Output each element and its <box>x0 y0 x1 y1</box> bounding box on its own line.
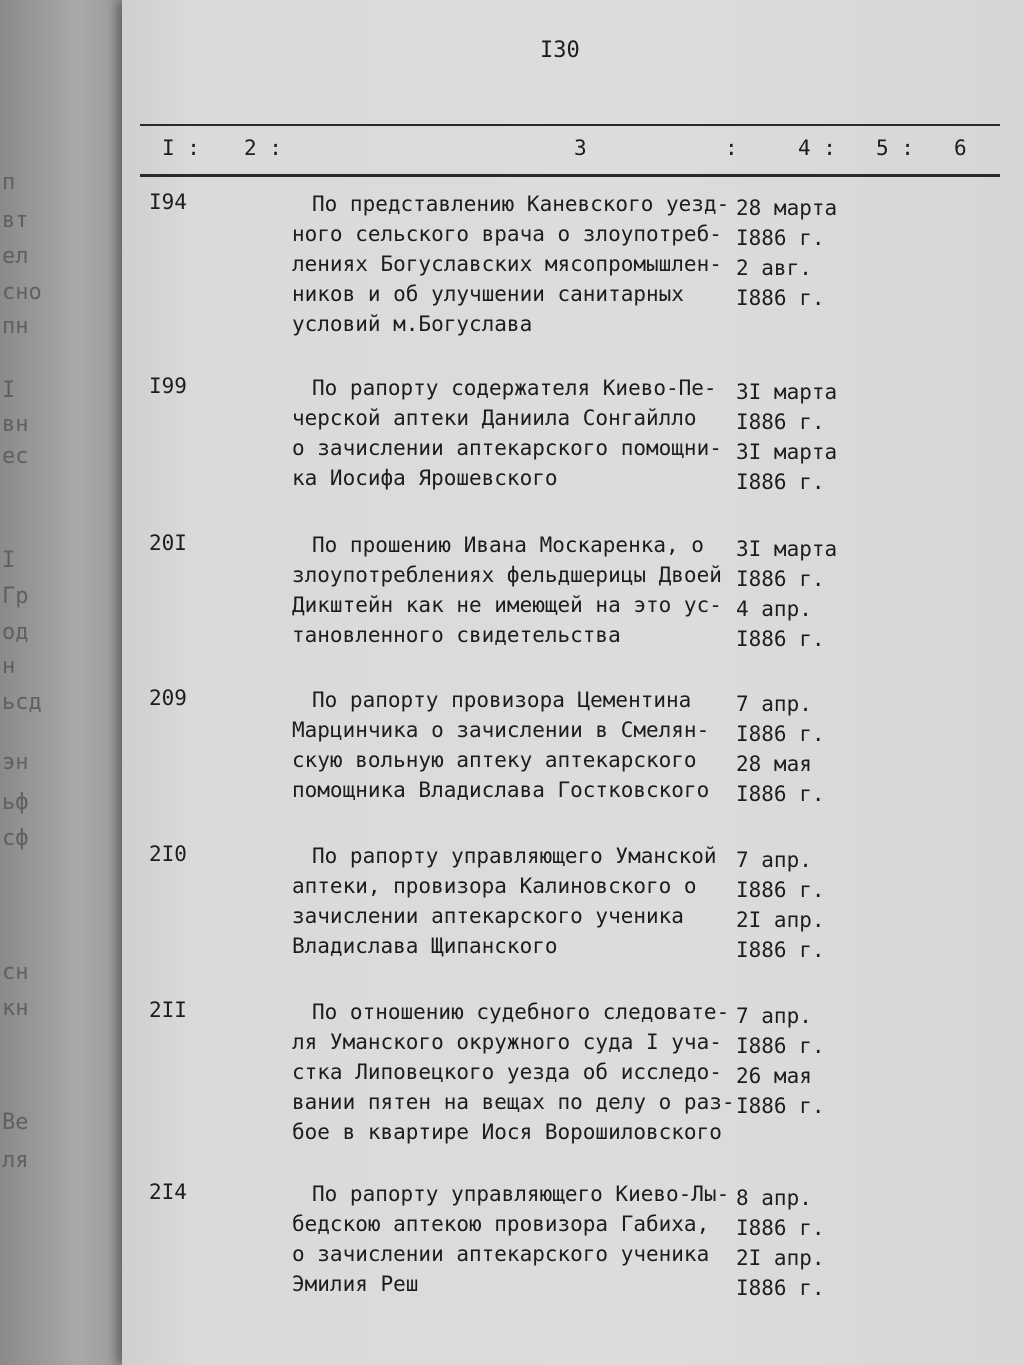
entry-date-line: I886 г. <box>736 567 825 591</box>
entry-date-line: 3I марта <box>736 537 838 561</box>
entry-date-line: 2I апр. <box>736 1246 825 1270</box>
entry-description-line: Марцинчика о зачислении в Смелян- <box>292 718 710 742</box>
bleed-text: вт <box>2 208 29 233</box>
bleed-text: од <box>2 620 29 645</box>
entry-date-line: I886 г. <box>736 1034 825 1058</box>
entry-date-line: 28 мая <box>736 752 812 776</box>
entry-description-line: Эмилия Реш <box>292 1272 419 1296</box>
entry-date-line: 28 марта <box>736 196 838 220</box>
column-header-7: 6 <box>954 136 967 160</box>
column-header-3: 3 <box>574 136 587 160</box>
entry-description-line: зачислении аптекарского ученика <box>292 904 684 928</box>
bleed-text: ля <box>2 1148 29 1173</box>
entry-number: 20I <box>149 531 187 555</box>
entry-date-line: 26 мая <box>736 1064 812 1088</box>
bleed-text: н <box>2 654 16 679</box>
entry-description-line: черской аптеки Даниила Сонгайлло <box>292 406 697 430</box>
entry-description-line: По прошению Ивана Москаренка, о <box>312 533 704 557</box>
entry-date-line: 8 апр. <box>736 1186 812 1210</box>
bleed-text: I <box>2 378 16 403</box>
entry-number: I94 <box>149 190 187 214</box>
bleed-text: I <box>2 548 16 573</box>
bleed-text: Гр <box>2 584 29 609</box>
column-header-4: : <box>725 136 738 160</box>
entry-description-line: По рапорту содержателя Киево-Пе- <box>312 376 717 400</box>
entry-description-line: Дикштейн как не имеющей на это ус- <box>292 593 722 617</box>
entry-number: 2II <box>149 998 187 1022</box>
entry-description-line: По отношению судебного следовате- <box>312 1000 730 1024</box>
entry-date-line: 7 апр. <box>736 692 812 716</box>
entry-date-line: I886 г. <box>736 226 825 250</box>
bleed-text: сф <box>2 826 29 851</box>
entry-number: 209 <box>149 686 187 710</box>
column-header-1: I : <box>162 136 200 160</box>
entry-number: 2I4 <box>149 1180 187 1204</box>
bleed-text: ьсд <box>2 690 42 715</box>
entry-description-line: скую вольную аптеку аптекарского <box>292 748 697 772</box>
column-header-2: 2 : <box>244 136 282 160</box>
entry-description-line: ка Иосифа Ярошевского <box>292 466 558 490</box>
bleed-text: п <box>2 170 16 195</box>
page-number: I30 <box>540 38 580 63</box>
bleed-text: ел <box>2 244 29 269</box>
entry-description-line: о зачислении аптекарского ученика <box>292 1242 710 1266</box>
entry-date-line: 7 апр. <box>736 1004 812 1028</box>
entry-date-line: I886 г. <box>736 1276 825 1300</box>
entry-date-line: 3I марта <box>736 440 838 464</box>
header-rule-top <box>140 124 1000 126</box>
entry-description-line: По рапорту управляющего Киево-Лы- <box>312 1182 730 1206</box>
entry-date-line: 4 апр. <box>736 597 812 621</box>
entry-description-line: вании пятен на вещах по делу о раз- <box>292 1090 735 1114</box>
header-rule-bottom <box>140 174 1000 177</box>
entry-date-line: I886 г. <box>736 722 825 746</box>
entry-date-line: 3I марта <box>736 380 838 404</box>
bleed-text: пн <box>2 314 29 339</box>
bleed-text: Ве <box>2 1110 29 1135</box>
column-header-6: 5 : <box>876 136 914 160</box>
entry-date-line: 2I апр. <box>736 908 825 932</box>
entry-number: I99 <box>149 374 187 398</box>
entry-description-line: стка Липовецкого уезда об исследо- <box>292 1060 722 1084</box>
entry-description-line: тановленного свидетельства <box>292 623 621 647</box>
entry-date-line: I886 г. <box>736 782 825 806</box>
entry-description-line: Владислава Щипанского <box>292 934 558 958</box>
entry-description-line: ля Уманского окружного суда I уча- <box>292 1030 722 1054</box>
entry-description-line: злоупотреблениях фельдшерицы Двоей <box>292 563 722 587</box>
entry-description-line: бое в квартире Иося Ворошиловского <box>292 1120 722 1144</box>
entry-date-line: I886 г. <box>736 1216 825 1240</box>
entry-description-line: условий м.Богуслава <box>292 312 533 336</box>
entry-date-line: I886 г. <box>736 470 825 494</box>
bleed-text: сно <box>2 280 42 305</box>
entry-description-line: аптеки, провизора Калиновского о <box>292 874 697 898</box>
entry-description-line: По представлению Каневского уезд- <box>312 192 730 216</box>
entry-description-line: бедскою аптекою провизора Габиха, <box>292 1212 710 1236</box>
bleed-text: эн <box>2 750 29 775</box>
document-page <box>122 0 1024 1365</box>
entry-description-line: о зачислении аптекарского помощни- <box>292 436 722 460</box>
entry-description-line: лениях Богуславских мясопромышлен- <box>292 252 722 276</box>
entry-date-line: I886 г. <box>736 878 825 902</box>
entry-description-line: По рапорту провизора Цементина <box>312 688 692 712</box>
entry-date-line: 7 апр. <box>736 848 812 872</box>
bleed-text: ес <box>2 444 29 469</box>
entry-description-line: ного сельского врача о злоупотреб- <box>292 222 722 246</box>
bleed-text: сн <box>2 960 29 985</box>
bleed-text: ьф <box>2 790 29 815</box>
entry-date-line: I886 г. <box>736 286 825 310</box>
bleed-text: кн <box>2 996 29 1021</box>
entry-date-line: I886 г. <box>736 1094 825 1118</box>
entry-date-line: I886 г. <box>736 938 825 962</box>
entry-date-line: 2 авг. <box>736 256 812 280</box>
entry-number: 2I0 <box>149 842 187 866</box>
entry-date-line: I886 г. <box>736 410 825 434</box>
entry-date-line: I886 г. <box>736 627 825 651</box>
book-binding-left-page <box>0 0 130 1365</box>
entry-description-line: ников и об улучшении санитарных <box>292 282 684 306</box>
entry-description-line: помощника Владислава Гостковского <box>292 778 710 802</box>
column-header-5: 4 : <box>798 136 836 160</box>
bleed-text: вн <box>2 412 29 437</box>
entry-description-line: По рапорту управляющего Уманской <box>312 844 717 868</box>
